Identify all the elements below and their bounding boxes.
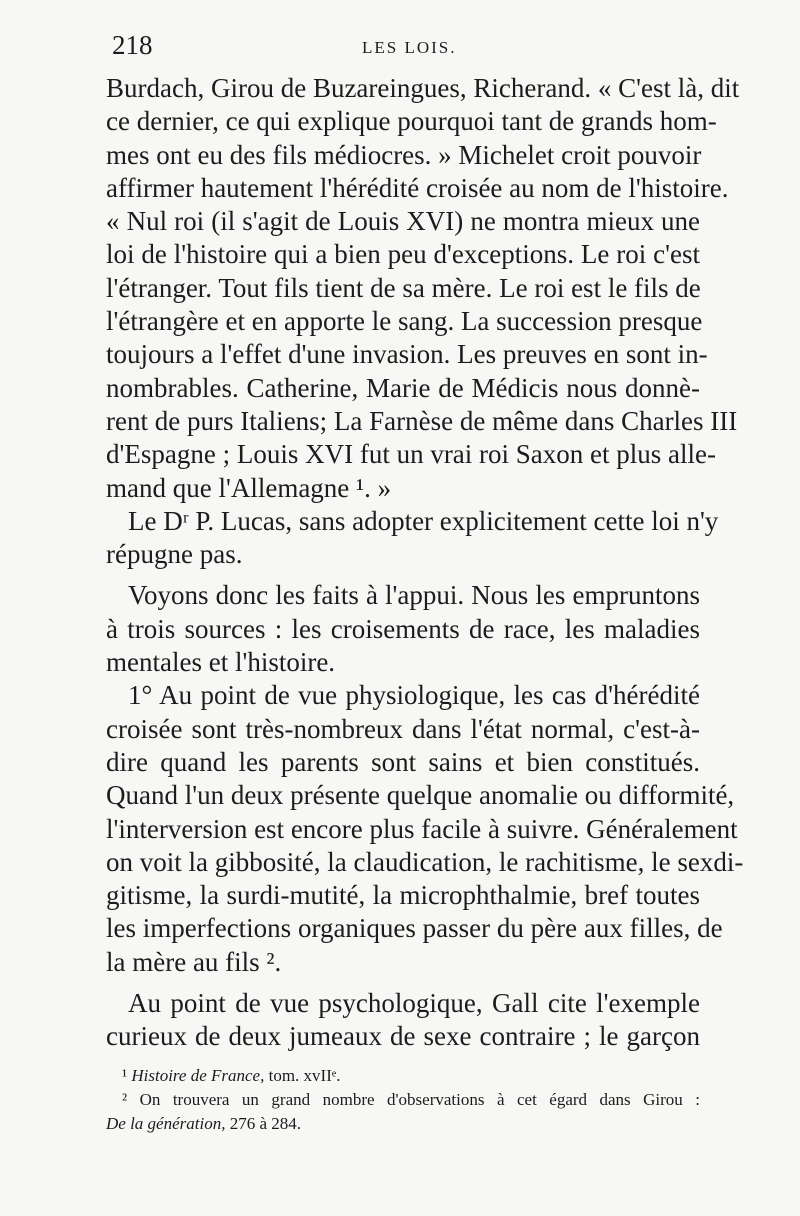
text-line: la mère au fils ². [106,946,282,977]
text-line: on voit la gibbosité, la claudication, le rachitisme, le sexdi- [106,846,744,877]
page-header [112,30,700,60]
text-line: dire quand les parents sont sains et bien constitués. [106,746,700,777]
body-text [106,72,744,1054]
running-head: LES LOIS. [362,38,457,57]
page-number: 218 [112,30,153,60]
text-line: affirmer hautement l'hérédité croisée au nom de l'histoire. [106,172,729,203]
footnotes [106,1064,700,1136]
footnote-1 [106,1064,700,1088]
footnote-title: Histoire de France, [131,1066,265,1085]
text-line: loi de l'histoire qui a bien peu d'exceptions. Le roi c'est [106,239,700,270]
text-line: Le Dʳ P. Lucas, sans adopter explicitement cette loi n'y [128,505,719,536]
footnote-2-continued [106,1112,700,1136]
text-line: Burdach, Girou de Buzareingues, Richerand. « C'est là, dit [106,73,740,103]
text-line: 1° Au point de vue physiologique, les cas d'hérédité [128,680,700,711]
footnote-text: tom. xvIIᵉ. [264,1066,341,1085]
text-line: croisée sont très-nombreux dans l'état normal, c'est-à- [106,713,700,744]
footnote-text: 276 à 284. [225,1114,301,1133]
text-line: toujours a l'effet d'une invasion. Les preuves en sont in- [106,339,708,370]
text-line: d'Espagne ; Louis XVI fut un vrai roi Saxon et plus alle- [106,439,716,470]
footnote-title: De la génération, [106,1114,226,1133]
text-line: Quand l'un deux présente quelque anomalie ou difformité, [106,780,735,811]
text-line: gitisme, la surdi-mutité, la microphthalmie, bref toutes [106,880,700,911]
footnote-2: ² On trouvera un grand nombre d'observations à cet égard dans Girou : [122,1090,700,1109]
text-line: « Nul roi (il s'agit de Louis XVI) ne montra mieux une [106,206,700,237]
text-line: mentales et l'histoire. [106,647,336,678]
text-line: nombrables. Catherine, Marie de Médicis nous donnè- [106,372,700,403]
text-line: les imperfections organiques passer du père aux filles, de [106,913,723,944]
text-line: Voyons donc les faits à l'appui. Nous les empruntons [128,580,700,611]
text-line: répugne pas. [106,539,243,570]
text-line: l'interversion est encore plus facile à suivre. Généralement [106,813,738,844]
text-line: mes ont eu des fils médiocres. » Michelet croit pouvoir [106,139,702,170]
text-line: curieux de deux jumeaux de sexe contraire ; le garçon [106,1021,700,1052]
text-line: mand que l'Allemagne ¹. » [106,472,392,503]
text-line: l'étranger. Tout fils tient de sa mère. Le roi est le fils de [106,272,701,303]
text-line: ce dernier, ce qui explique pourquoi tant de grands hom- [106,106,717,137]
text-line: à trois sources : les croisements de race, les maladies [106,613,700,644]
text-line: Au point de vue psychologique, Gall cite l'exemple [128,988,700,1019]
text-line: l'étrangère et en apporte le sang. La succession presque [106,306,703,337]
text-line: rent de purs Italiens; La Farnèse de même dans Charles III [106,405,738,436]
footnote-marker: ¹ [122,1066,128,1085]
